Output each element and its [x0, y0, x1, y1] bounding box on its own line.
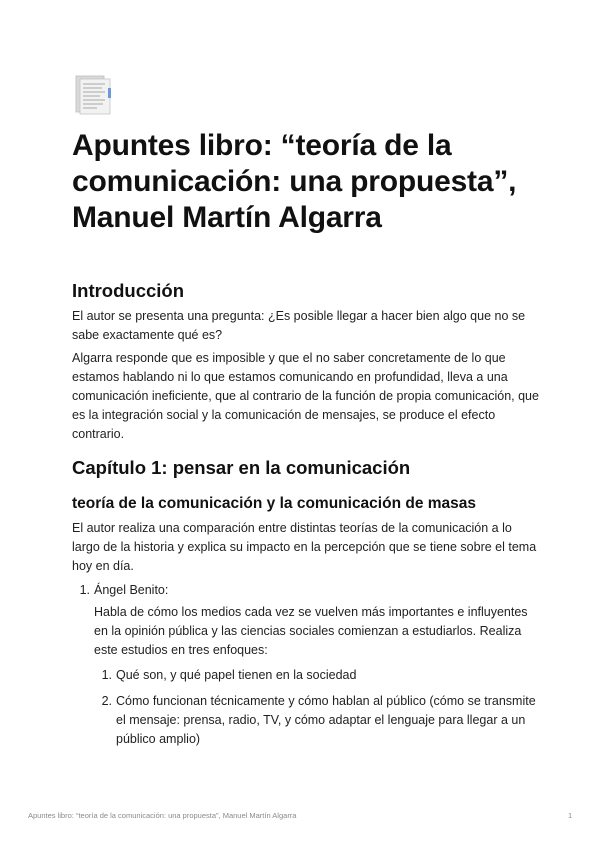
footer-page-number: 1: [568, 811, 573, 820]
list-item-label: Ángel Benito:: [94, 583, 169, 597]
intro-paragraph-1: El autor se presenta una pregunta: ¿Es posible llegar a hacer bien algo que no se sabe exactamente qué es?: [72, 309, 526, 342]
list-item: [79, 581, 542, 600]
footer-text: Apuntes libro: “teoría de la comunicación: una propuesta”, Manuel Martín Algarra: [28, 811, 297, 820]
intro-paragraph-2: Algarra responde que es imposible y que el no saber concretamente de lo que estamos hablando ni lo que estamos comunicando en profundidad, lleva a una comunicación ineficiente, que al contrario de la función de propia comunicación, que es la integración social y la comunicación de mensajes, se produce el efecto contrario.: [72, 351, 539, 441]
list-item-paragraph: Habla de cómo los medios cada vez se vuelven más importantes e influyentes en la opinión pública y las ciencias sociales comienzan a estudiarlos. Realiza este estudios en tres enfoques:: [94, 605, 528, 657]
section-heading-introduccion: Introducción: [72, 280, 185, 301]
sublist-number: 1.: [101, 668, 112, 682]
chapter1-paragraph-1: El autor realiza una comparación entre distintas teorías de la comunicación a lo largo de la historia y explica su impacto en la percepción que se tiene sobre el tema hoy en día.: [72, 521, 537, 573]
document-page-icon: [72, 74, 116, 116]
list-number: 1.: [79, 583, 90, 597]
page-title: Apuntes libro: “teoría de la comunicación: una propuesta”, Manuel Martín Algarra: [72, 129, 517, 234]
sublist-item-text: Cómo funcionan técnicamente y cómo hablan al público (cómo se transmite el mensaje: prensa, radio, TV, y cómo adaptar el lenguaje para llegar a un público amplio): [116, 694, 536, 746]
section-heading-capitulo-1: Capítulo 1: pensar en la comunicación: [72, 457, 411, 478]
sublist-item-text: Qué son, y qué papel tienen en la sociedad: [116, 668, 357, 682]
sublist-number: 2.: [101, 694, 112, 708]
sublist-item: [101, 692, 536, 749]
sublist-item: [101, 666, 536, 685]
subsection-heading: teoría de la comunicación y la comunicación de masas: [72, 495, 477, 512]
